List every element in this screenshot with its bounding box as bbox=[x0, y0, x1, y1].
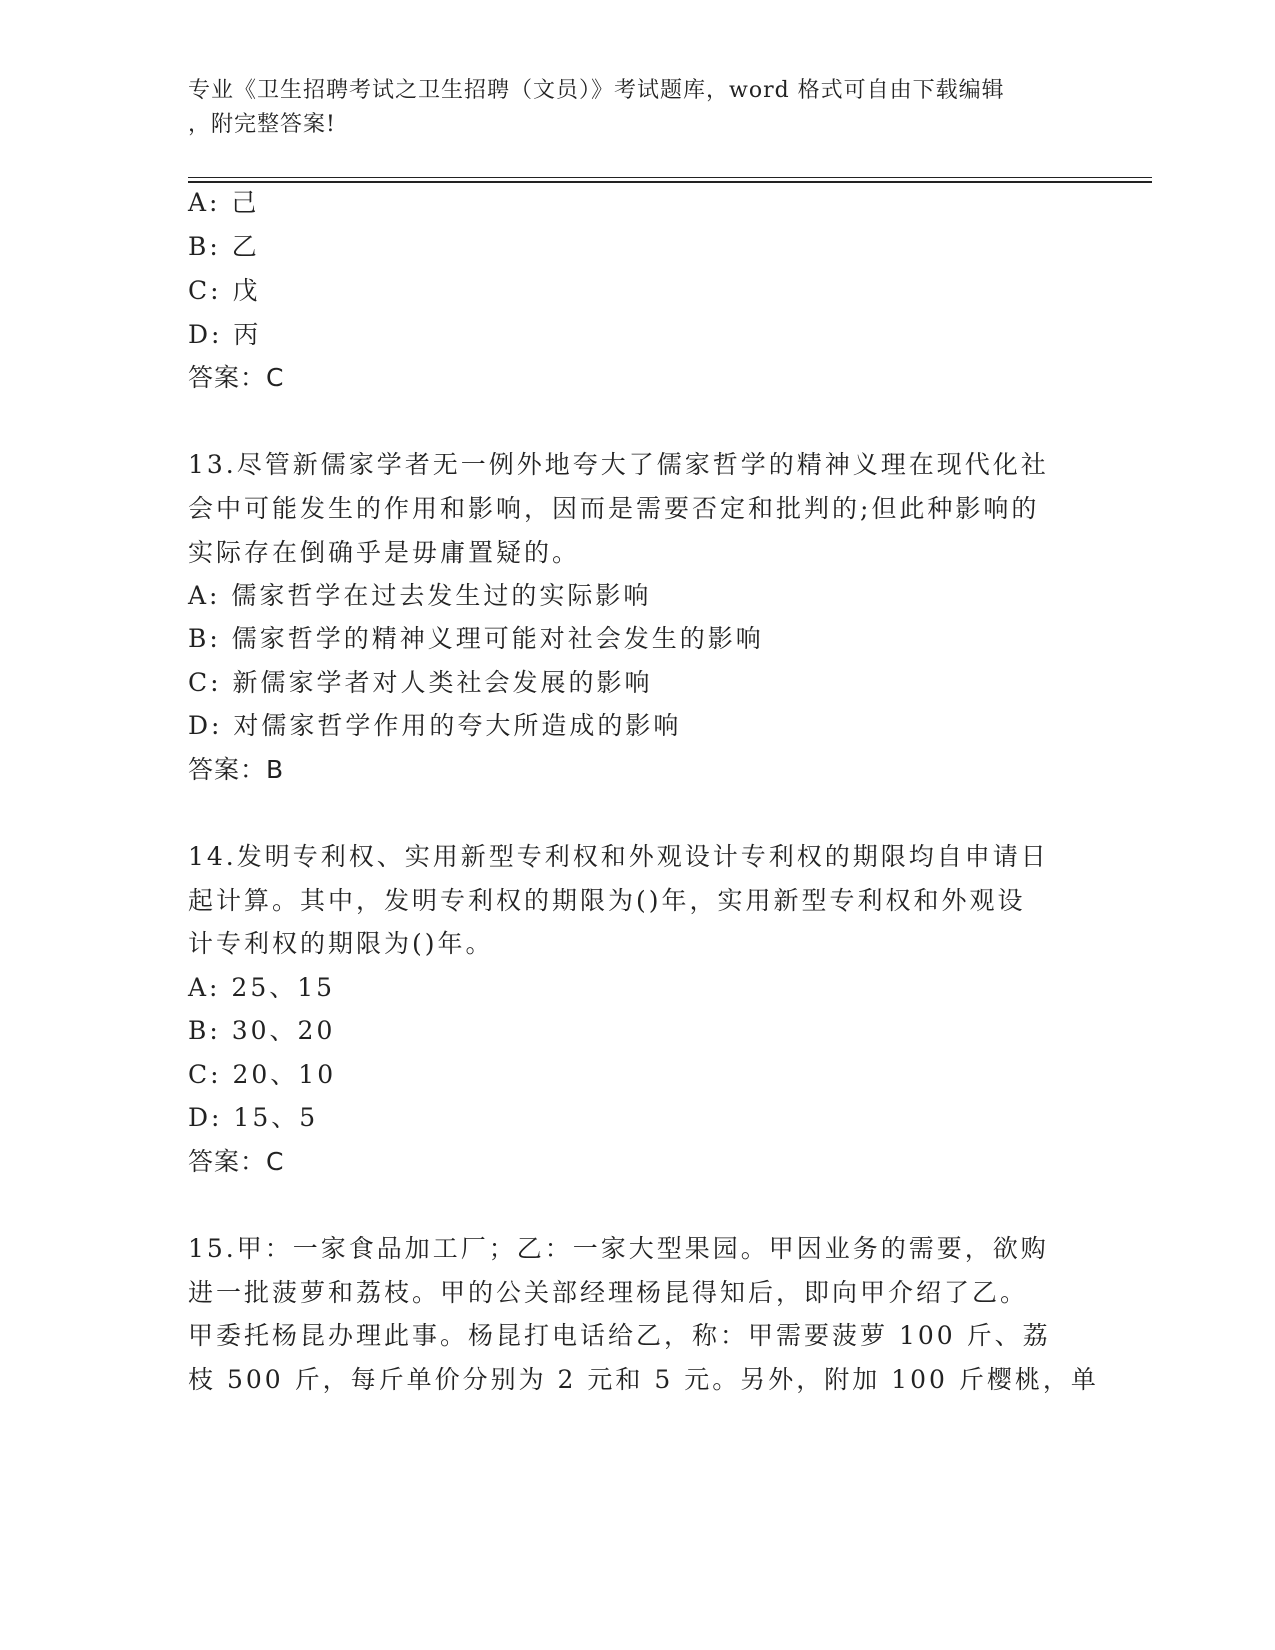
q12-option-d: D: 丙 bbox=[188, 320, 262, 349]
q14-answer: 答案：C bbox=[188, 1147, 285, 1176]
q13-option-d: D: 对儒家哲学作用的夸大所造成的影响 bbox=[188, 711, 682, 740]
q14-stem-line-3: 计专利权的期限为()年。 bbox=[188, 929, 494, 958]
q15-stem-line-4: 枝 500 斤，每斤单价分别为 2 元和 5 元。另外，附加 100 斤樱桃，单 bbox=[188, 1365, 1099, 1394]
q14-option-c: C: 20、10 bbox=[188, 1060, 337, 1089]
q13-option-c: C: 新儒家学者对人类社会发展的影响 bbox=[188, 668, 653, 697]
q13-stem-line-3: 实际存在倒确乎是毋庸置疑的。 bbox=[188, 538, 581, 567]
q12-option-c: C: 戊 bbox=[188, 276, 261, 305]
q15-stem-line-2: 进一批菠萝和荔枝。甲的公关部经理杨昆得知后，即向甲介绍了乙。 bbox=[188, 1278, 1029, 1307]
q14-stem-line-2: 起计算。其中，发明专利权的期限为()年，实用新型专利权和外观设 bbox=[188, 886, 1026, 915]
header-line-1: 专业《卫生招聘考试之卫生招聘（文员）》考试题库，word 格式可自由下载编辑 bbox=[188, 78, 1005, 103]
q14-stem-line-1: 14.发明专利权、实用新型专利权和外观设计专利权的期限均自申请日 bbox=[188, 842, 1049, 871]
q15-stem-line-3: 甲委托杨昆办理此事。杨昆打电话给乙，称：甲需要菠萝 100 斤、荔 bbox=[188, 1321, 1051, 1350]
document-header bbox=[188, 74, 1078, 142]
q12-answer: 答案：C bbox=[188, 363, 285, 392]
header-rule-thick bbox=[188, 181, 1152, 183]
q13-option-a: A: 儒家哲学在过去发生过的实际影响 bbox=[188, 581, 652, 610]
q14-option-b: B: 30、20 bbox=[188, 1016, 336, 1045]
q13-stem-line-2: 会中可能发生的作用和影响，因而是需要否定和批判的;但此种影响的 bbox=[188, 494, 1040, 523]
q13-option-b: B: 儒家哲学的精神义理可能对社会发生的影响 bbox=[188, 624, 764, 653]
q15-stem-line-1: 15.甲：一家食品加工厂；乙：一家大型果园。甲因业务的需要，欲购 bbox=[188, 1234, 1049, 1263]
q13-stem-line-1: 13.尽管新儒家学者无一例外地夸大了儒家哲学的精神义理在现代化社 bbox=[188, 450, 1049, 479]
q12-option-a: A: 己 bbox=[188, 188, 260, 217]
q13-answer: 答案：B bbox=[188, 755, 285, 784]
header-line-2: ，附完整答案! bbox=[188, 112, 336, 137]
q14-option-d: D: 15、5 bbox=[188, 1103, 319, 1132]
header-rule-thin bbox=[188, 177, 1152, 178]
q12-option-b: B: 乙 bbox=[188, 232, 260, 261]
q14-option-a: A: 25、15 bbox=[188, 973, 336, 1002]
